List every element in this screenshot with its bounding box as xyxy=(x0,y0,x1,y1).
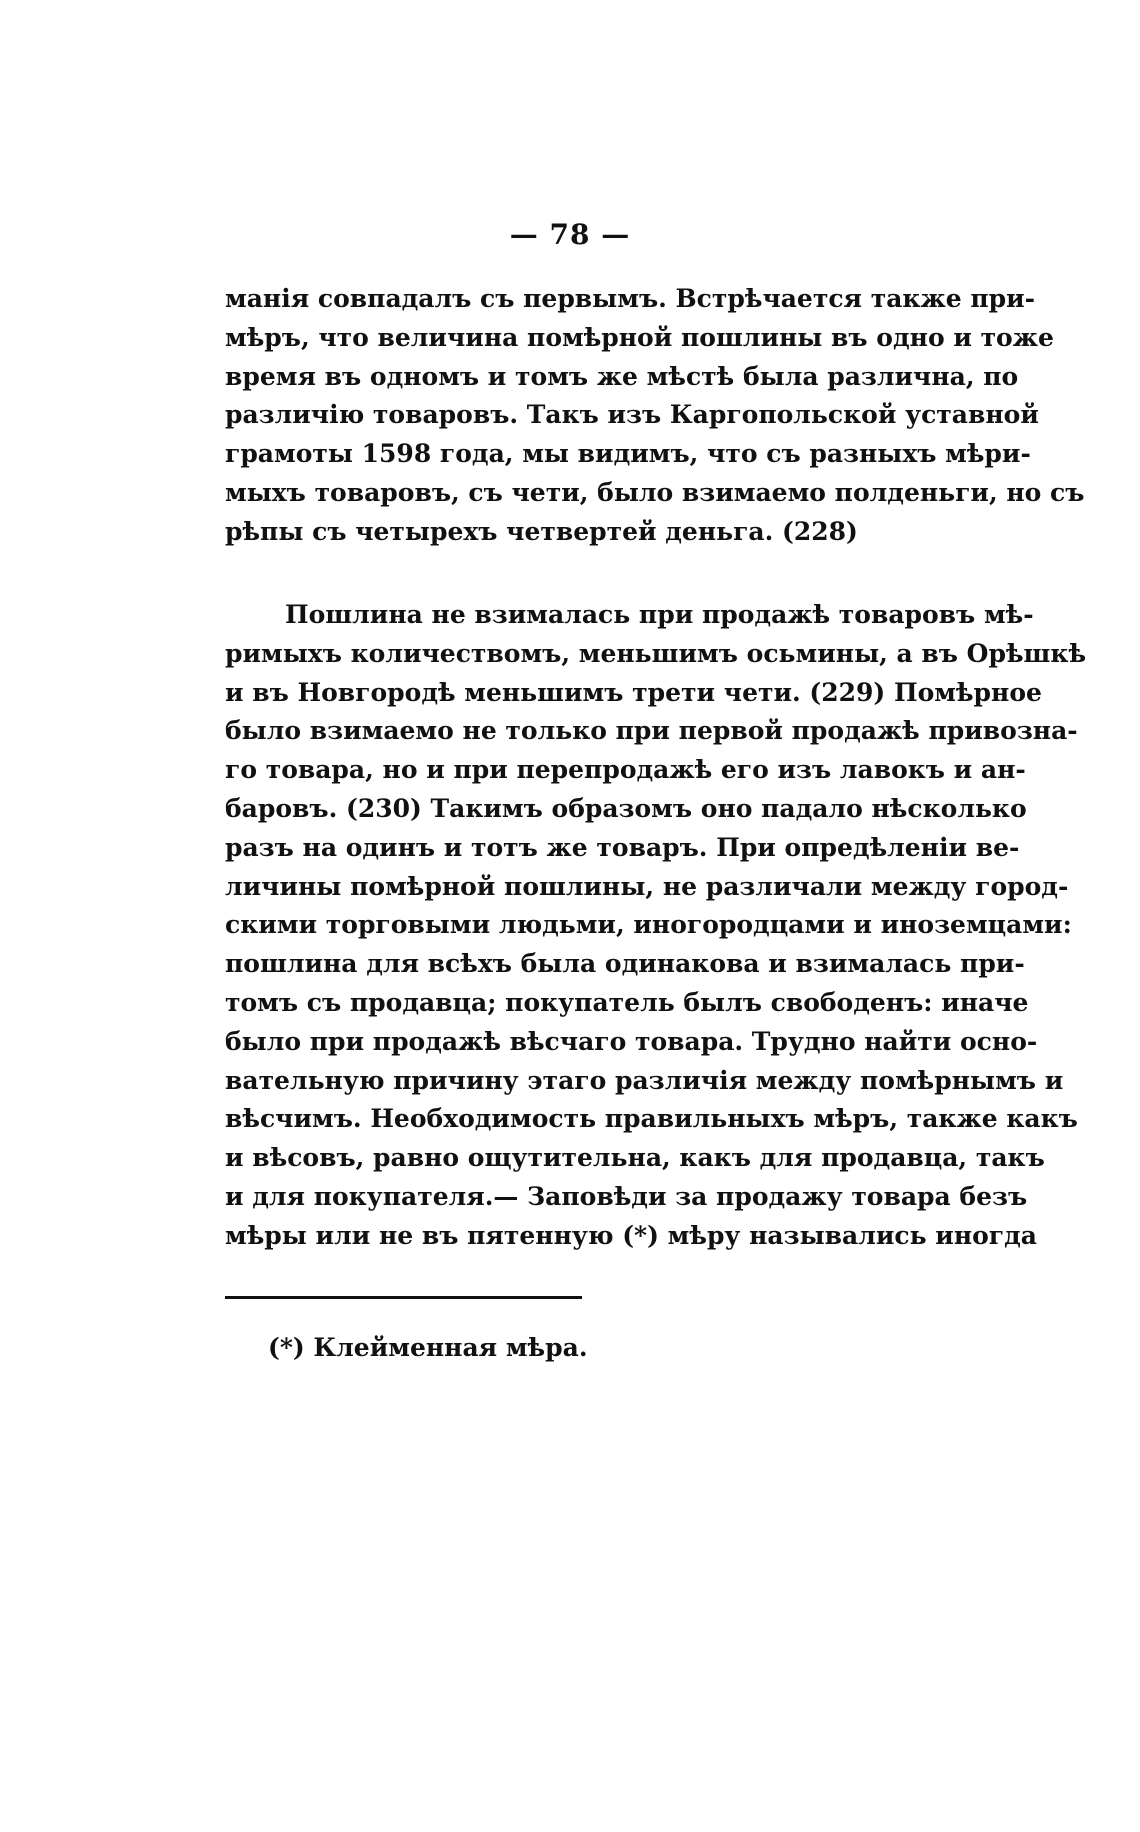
text-line: грамоты 1598 года, мы видимъ, что съ разныхъ мѣри- xyxy=(225,439,1031,469)
text-line: и для покупателя.— Заповѣди за продажу товара безъ xyxy=(225,1181,1028,1211)
footnote-divider xyxy=(225,1296,582,1299)
footnote: (*) Клейменная мѣра. xyxy=(268,1333,588,1362)
text-line: вѣсчимъ. Необходимость правильныхъ мѣръ, также какъ xyxy=(225,1104,1078,1134)
text-line: и въ Новгородѣ меньшимъ трети чети. (229) Помѣрное xyxy=(225,677,1042,707)
text-line: было взимаемо не только при первой продажѣ привозна- xyxy=(225,716,1078,746)
paragraph-2 xyxy=(225,596,1087,1256)
text-line: рѣпы съ четырехъ четвертей деньга. (228) xyxy=(225,516,858,546)
text-line: мѣры или не въ пятенную (*) мѣру назывались иногда xyxy=(225,1220,1037,1250)
page-number: — 78 — xyxy=(509,218,631,251)
text-line: время въ одномъ и томъ же мѣстѣ была различна, по xyxy=(225,361,1019,391)
text-line: томъ съ продавца; покупатель былъ свободенъ: иначе xyxy=(225,987,1029,1017)
paragraph-1 xyxy=(225,280,1085,552)
text-line: римыхъ количествомъ, меньшимъ осьмины, а въ Орѣшкѣ xyxy=(225,638,1087,668)
text-line: было при продажѣ вѣсчаго товара. Трудно найти осно- xyxy=(225,1026,1038,1056)
text-line: и вѣсовъ, равно ощутительна, какъ для продавца, такъ xyxy=(225,1143,1045,1173)
text-line: личины помѣрной пошлины, не различали между город- xyxy=(225,871,1069,901)
text-line: мыхъ товаровъ, съ чети, было взимаемо полденьги, но съ xyxy=(225,477,1085,507)
text-line: манія совпадалъ съ первымъ. Встрѣчается также при- xyxy=(225,284,1036,313)
text-line: скими торговыми людьми, иногородцами и иноземцами: xyxy=(225,910,1072,940)
text-line: баровъ. (230) Такимъ образомъ оно падало нѣсколько xyxy=(225,793,1027,823)
text-line: мѣръ, что величина помѣрной пошлины въ одно и тоже xyxy=(225,322,1054,352)
text-line: го товара, но и при перепродажѣ его изъ лавокъ и ан- xyxy=(225,755,1026,785)
text-line: разъ на одинъ и тотъ же товаръ. При опредѣленіи ве- xyxy=(225,832,1020,862)
text-line: Пошлина не взималась при продажѣ товаровъ мѣ- xyxy=(285,600,1034,629)
text-line: вательную причину этаго различія между помѣрнымъ и xyxy=(225,1065,1064,1095)
text-line: различію товаровъ. Такъ изъ Каргопольской уставной xyxy=(225,400,1039,430)
text-line: пошлина для всѣхъ была одинакова и взималась при- xyxy=(225,949,1025,979)
